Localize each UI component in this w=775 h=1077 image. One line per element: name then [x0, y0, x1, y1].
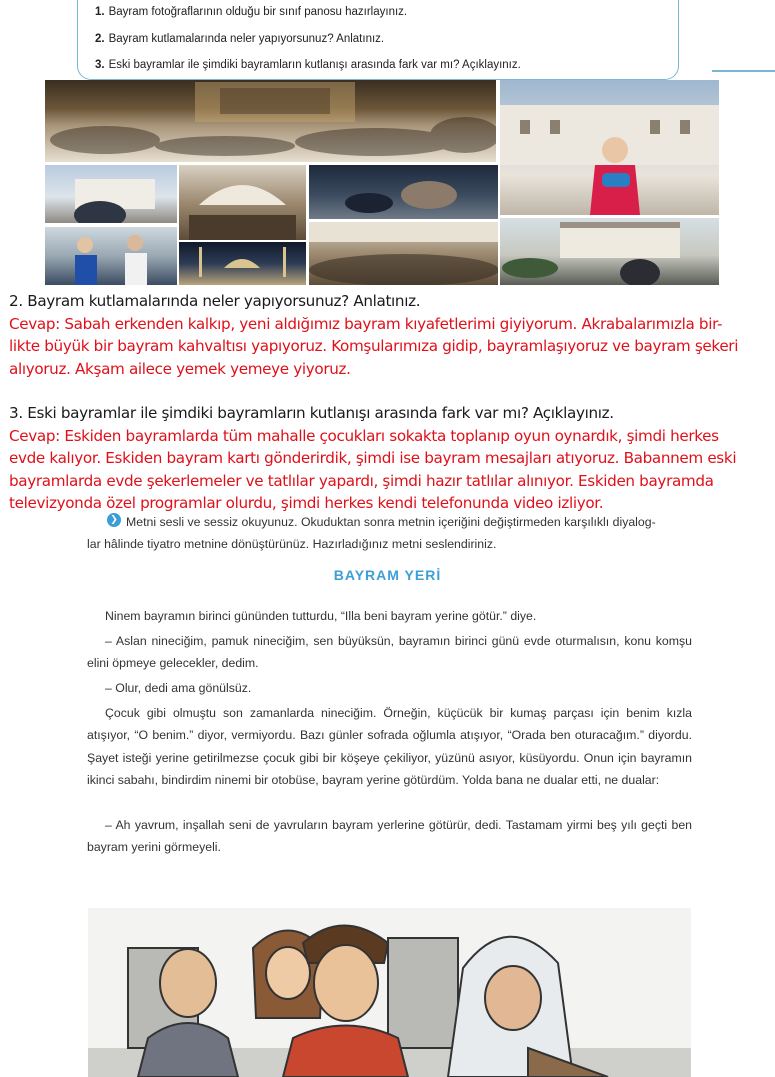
photo-mosque-hug: [45, 165, 177, 223]
photo-courtyard-art: [500, 218, 719, 285]
photo-girl-art: [500, 80, 719, 215]
reading-paragraph: Ninem bayramın birinci gününden tutturdu, “Illa beni bayram yerine götür.” diye.: [105, 609, 537, 623]
photo-mosque-night: [179, 242, 306, 285]
decorative-rule: [712, 70, 775, 72]
answer-question-3: 3. Eski bayramlar ile şimdiki bayramların kutlanışı arasında fark var mı? Açıklayınız.: [9, 404, 614, 422]
answer-line: Cevap: Sabah erkenden kalkıp, yeni aldığımız bayram kıyafetlerimi giyiyorum. Akrabalarımızla bir-: [9, 314, 723, 333]
answer-line: televizyonda özel programlar olurdu, şimdi herkes kendi telefonunda video izliyor.: [9, 494, 604, 512]
photo-men-art: [45, 227, 177, 285]
photo-hands-art: [309, 165, 498, 219]
reading-paragraph: – Olur, dedi ama gönülsüz.: [105, 681, 252, 695]
photo-crowd-prayer: [309, 222, 498, 285]
answer-block-3: [9, 402, 769, 515]
reading-instruction-1: Metni sesli ve sessiz okuyunuz. Okuduktan sonra metnin içeriğini değiştirmeden karşılıklı diyalog-: [126, 515, 656, 529]
question-2: 2. Bayram kutlamalarında neler yapıyorsunuz? Anlatınız.: [95, 33, 385, 45]
answer-line: evde kalıyor. Eskiden bayram kartı gönderirdik, şimdi ise bayram mesajları atıyoruz. Babannem eski: [9, 449, 737, 467]
answer-line: alıyoruz. Akşam ailece yemek yemeye yiyoruz.: [9, 359, 351, 378]
question-1: 1. Bayram fotoğraflarının olduğu bir sınıf panosu hazırlayınız.: [95, 6, 408, 18]
reading-instruction-2: lar hâlinde tiyatro metnine dönüştürünüz. Hazırladığınız metni seslendiriniz.: [87, 537, 497, 551]
photo-night-art: [179, 242, 306, 285]
reading-paragraph: Çocuk gibi olmuştu son zamanlarda nineciğim. Örneğin, küçücük bir kumaş parçası için benim kızla atışıyor, “O benim.” diyor, vermiyordu. Bazı günler sofrada oğlumla atışıyor, “Orada ben oturacağım.” diyordu. Şayet isteği yerine getirilmezse çocuk gibi bir köşeye çekiliyor, yüzünü asıyor, küsüyordu. Onun için bayramın ikinci sabahı, bindirdim ninemi bir otobüse, bayram yerine götürdüm. Yolda bana ne dualar etti, ne dualar:: [87, 706, 692, 788]
chevron-right-circle-icon: ❯: [107, 513, 121, 527]
photo-mosque-prayer: [45, 80, 496, 162]
photo-crowd-art: [309, 222, 498, 285]
photo-girl-with-candy: [500, 80, 719, 215]
photo-hug-art: [45, 165, 177, 223]
answer-block-2: [9, 290, 769, 380]
answer-line: bayramlarda evde şekerlemeler ve tatlılar yapardı, şimdi hazır tatlılar alınıyor. Eskiden bayramda: [9, 471, 714, 490]
answer-line: Cevap: Eskiden bayramlarda tüm mahalle çocukları sokakta toplanıp oyun oynardık, şimdi herkes: [9, 426, 719, 445]
question-3: 3. Eski bayramlar ile şimdiki bayramların kutlanışı arasında fark var mı? Açıklayınız.: [95, 59, 521, 71]
photo-mosque-dome: [179, 165, 306, 240]
photo-hands-prayer: [309, 165, 498, 219]
answer-question-2: 2. Bayram kutlamalarında neler yapıyorsunuz? Anlatınız.: [9, 292, 421, 310]
answer-line: likte büyük bir bayram kahvaltısı yapıyoruz. Komşularımıza gidip, bayramlaşıyoruz ve bayram şekeri: [9, 337, 739, 355]
reading-paragraph: – Ah yavrum, inşallah seni de yavruların bayram yerlerine götürür, dedi. Tastamam yirmi beş yılı geçti ben bayram yerini görmeyeli.: [87, 818, 692, 855]
photo-dome-art: [179, 165, 306, 240]
photo-mosque-courtyard: [500, 218, 719, 285]
photo-men-greeting: [45, 227, 177, 285]
reading-paragraph: – Aslan nineciğim, pamuk nineciğim, sen büyüksün, bayramın birinci günü evde oturmalısın, konu komşu elini öpmeye gelecekler, dedim.: [87, 634, 692, 671]
bus-scene-art: [88, 908, 691, 1077]
bus-illustration: [88, 908, 691, 1077]
photo-mosque-prayer-art: [45, 80, 496, 162]
reading-title: BAYRAM YERİ: [333, 567, 442, 583]
